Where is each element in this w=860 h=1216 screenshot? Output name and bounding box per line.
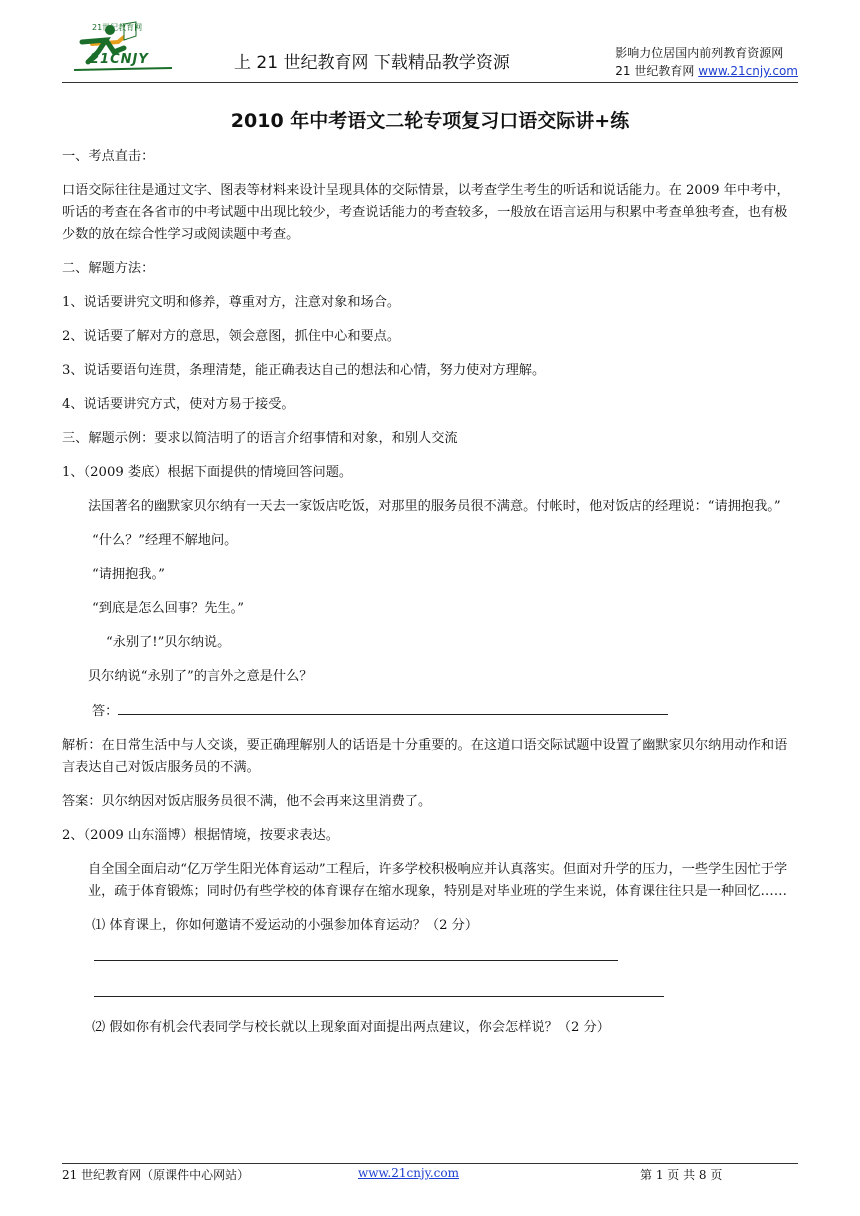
answer-label: 答： — [92, 704, 119, 719]
section-heading: 二、解题方法： — [62, 261, 155, 276]
story-paragraph: 法国著名的幽默家贝尔纳有一天去一家饭店吃饭，对那里的服务员很不满意。付帐时，他对饭店的经理说：“请拥抱我。” — [88, 499, 781, 514]
header-info — [615, 44, 798, 80]
sub-question: ⑵ 假如你有机会代表同学与校长就以上现象面对面提出两点建议，你会怎样说？（2 分） — [92, 1020, 610, 1035]
section-heading: 三、解题示例：要求以简洁明了的语言介绍事情和对象，和别人交流 — [62, 431, 458, 446]
logo-wordmark: 21CNJY — [90, 52, 149, 67]
document-title: 2010 年中考语文二轮专项复习口语交际讲+练 — [230, 110, 630, 132]
answer-paragraph: 答案：贝尔纳因对饭店服务员很不满，他不会再来这里消费了。 — [62, 794, 432, 809]
list-item: 3、说话要语句连贯，条理清楚，能正确表达自己的想法和心情，努力使对方理解。 — [62, 363, 546, 378]
answer-blank[interactable] — [94, 959, 618, 961]
header-slogan: 上 21 世纪教育网 下载精品教学资源 — [234, 53, 510, 73]
paragraph: 口语交际往往是通过文字、图表等材料来设计呈现具体的交际情景，以考查学生考生的听话和说话能力。在 2009 年中考中，听话的考查在各省市的中考试题中出现比较少，考查说话能力的考查较多，一般放在语言运用与积累中考查单独考查，也有极少数的放在综合性学习或阅读题中考查。 — [62, 183, 790, 242]
answer-blank[interactable] — [118, 700, 668, 715]
footer-site-name: 21 世纪教育网（原课件中心网站） — [62, 1168, 250, 1182]
logo-caption: 21世纪教育网 — [92, 23, 143, 32]
list-item: 1、说话要讲究文明和修养，尊重对方，注意对象和场合。 — [62, 295, 401, 310]
list-item: 4、说话要讲究方式，使对方易于接受。 — [62, 397, 295, 412]
question-text: 贝尔纳说“永别了”的言外之意是什么？ — [88, 669, 313, 684]
analysis-paragraph: 解析：在日常生活中与人交谈，要正确理解别人的话语是十分重要的。在这道口语交际试题中设置了幽默家贝尔纳用动作和语言表达自己对饭店服务员的不满。 — [62, 738, 788, 775]
header-divider — [62, 82, 798, 83]
dialogue-line: “永别了!”贝尔纳说。 — [106, 635, 231, 650]
header-site-line — [615, 62, 798, 80]
dialogue-line: “什么？”经理不解地问。 — [92, 533, 238, 548]
context-paragraph: 自全国全面启动“亿万学生阳光体育运动”工程后，许多学校积极响应并认真落实。但面对升学的压力，一些学生因忙于学业，疏于体育锻炼；同时仍有些学校的体育课存在缩水现象，特别是对毕业班的学生来说，体育课往往只是一种回忆…… — [88, 862, 788, 899]
answer-blank[interactable] — [94, 995, 664, 997]
section-heading: 一、考点直击： — [62, 149, 155, 164]
question-heading: 1、（2009 娄底）根据下面提供的情境回答问题。 — [62, 465, 353, 480]
logo — [62, 18, 182, 82]
sub-question: ⑴ 体育课上，你如何邀请不爱运动的小强参加体育运动？（2 分） — [92, 918, 479, 933]
header-site-name: 21 世纪教育网 — [615, 64, 699, 78]
dialogue-line: “到底是怎么回事？先生。” — [92, 601, 244, 616]
list-item: 2、说话要了解对方的意思，领会意图，抓住中心和要点。 — [62, 329, 401, 344]
page-number: 第 1 页 共 8 页 — [640, 1168, 723, 1182]
footer-divider — [62, 1163, 798, 1164]
header-tagline: 影响力位居国内前列教育资源网 — [615, 46, 784, 60]
question-heading: 2、（2009 山东淄博）根据情境，按要求表达。 — [62, 828, 339, 843]
header-site-link[interactable]: www.21cnjy.com — [698, 64, 798, 78]
document-body — [62, 146, 798, 1051]
answer-row — [62, 700, 798, 723]
dialogue-line: “请拥抱我。” — [92, 567, 165, 582]
page-header — [62, 18, 798, 82]
footer-site-link[interactable]: www.21cnjy.com — [358, 1166, 459, 1180]
